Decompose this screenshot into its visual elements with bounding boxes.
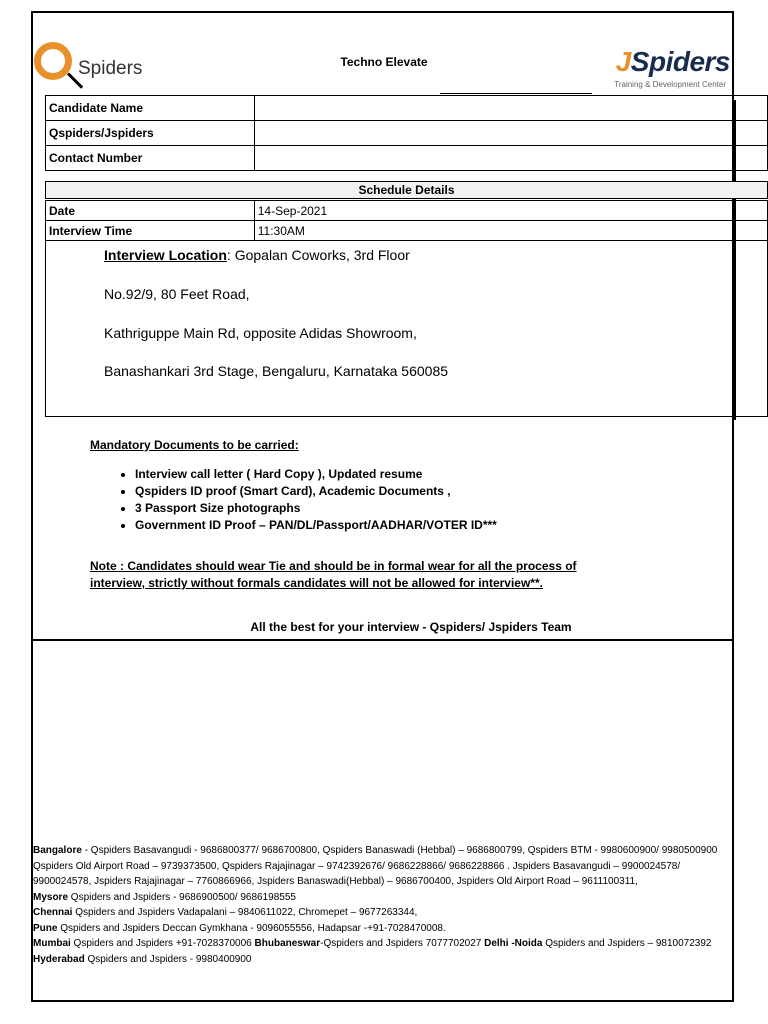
list-item: • Interview call letter ( Hard Copy ), Updated resume <box>135 466 690 483</box>
location-line-4: Banashankari 3rd Stage, Bengaluru, Karnataka 560085 <box>104 363 449 379</box>
candidate-name-value <box>254 96 767 121</box>
qspiders-logo-text: Spiders <box>78 58 143 79</box>
contact-mysore: Qspiders and Jspiders - 9686900500/ 9686198555 <box>68 891 296 903</box>
closing-line: All the best for your interview - Qspiders/ Jspiders Team <box>250 620 572 634</box>
contact-number-value <box>254 146 767 171</box>
location-line-3: Kathriguppe Main Rd, opposite Adidas Showroom, <box>104 325 417 341</box>
candidate-name-label: Candidate Name <box>46 96 255 121</box>
location-label: Interview Location <box>104 247 227 263</box>
city-delhi-noida: Delhi -Noida <box>484 938 543 949</box>
contact-delhi-noida: Qspiders and Jspiders – 9810072392 <box>542 938 712 949</box>
contact-chennai: Qspiders and Jspiders Vadapalani – 9840611022, Chromepet – 9677263344, <box>72 907 418 918</box>
institute-label: Qspiders/Jspiders <box>46 121 255 146</box>
city-pune: Pune <box>33 922 58 934</box>
table-row <box>46 96 768 121</box>
city-bangalore: Bangalore <box>33 845 82 856</box>
list-item: • Government ID Proof – PAN/DL/Passport/AADHAR/VOTER ID*** <box>135 517 690 534</box>
city-mumbai: Mumbai <box>33 938 71 949</box>
section-divider <box>31 639 734 641</box>
list-item: • 3 Passport Size photographs <box>135 500 690 517</box>
documents-list <box>90 466 690 534</box>
schedule-table <box>45 200 768 241</box>
date-value: 14-Sep-2021 <box>254 201 767 221</box>
branch-contacts <box>33 843 735 967</box>
candidate-table <box>45 95 768 171</box>
qspiders-logo <box>34 42 144 98</box>
location-line-2: No.92/9, 80 Feet Road, <box>104 286 250 302</box>
contact-hyderabad: Qspiders and Jspiders - 9980400900 <box>84 953 252 965</box>
jspiders-tagline: Training & Development Center <box>614 80 726 89</box>
table-row <box>46 146 768 171</box>
mandatory-documents <box>90 438 690 534</box>
table-row <box>46 221 768 241</box>
contact-number-label: Contact Number <box>46 146 255 171</box>
city-mysore: Mysore <box>33 891 69 903</box>
city-hyderabad: Hyderabad <box>33 953 85 965</box>
interview-time-value: 11:30AM <box>254 221 767 241</box>
header-title: Techno Elevate <box>340 55 428 69</box>
table-row <box>46 121 768 146</box>
jspiders-logo-text: JSpiders <box>615 46 730 77</box>
contact-bhubaneswar: -Qspiders and Jspiders 7077702027 <box>320 938 485 949</box>
table-row <box>46 201 768 221</box>
schedule-heading: Schedule Details <box>45 181 768 199</box>
location-line-1: Interview Location: Gopalan Coworks, 3rd Floor <box>104 247 410 263</box>
institute-value <box>254 121 767 146</box>
date-label: Date <box>46 201 255 221</box>
contact-pune: Qspiders and Jspiders Deccan Gymkhana - 9096055556, Hadapsar -+91-7028470008. <box>57 922 446 934</box>
jspiders-logo <box>600 46 736 96</box>
contact-mumbai: Qspiders and Jspiders +91-7028370006 <box>70 938 255 949</box>
city-chennai: Chennai <box>33 907 73 918</box>
header-rule <box>440 93 592 94</box>
dress-code-note: Note : Candidates should wear Tie and should be in formal wear for all the process of interview, strictly without formals candidates will not be allowed for interview**. <box>90 559 577 590</box>
location-box <box>45 240 768 417</box>
city-bhubaneswar: Bhubaneswar <box>254 938 321 949</box>
contact-bangalore: - Qspiders Basavangudi - 9686800377/ 9686700800, Qspiders Banaswadi (Hebbal) – 9686800799, Qspiders BTM - 9980600900/ 9980500900 Qspiders Old Airport Road – 9739373500, Qspiders Rajajinagar – 9742392676/ 9686228866/ 9686228866 . Jspiders Basavangudi – 9900024578/ 9900024578, Jspiders Rajajinagar – 7760866966, Jspiders Banaswadi(Hebbal) – 9686700400, Jspiders Old Airport Road – 9611100311, <box>33 845 718 887</box>
list-item: • Qspiders ID proof (Smart Card), Academic Documents , <box>135 483 690 500</box>
interview-time-label: Interview Time <box>46 221 255 241</box>
documents-title: Mandatory Documents to be carried: <box>90 438 299 452</box>
